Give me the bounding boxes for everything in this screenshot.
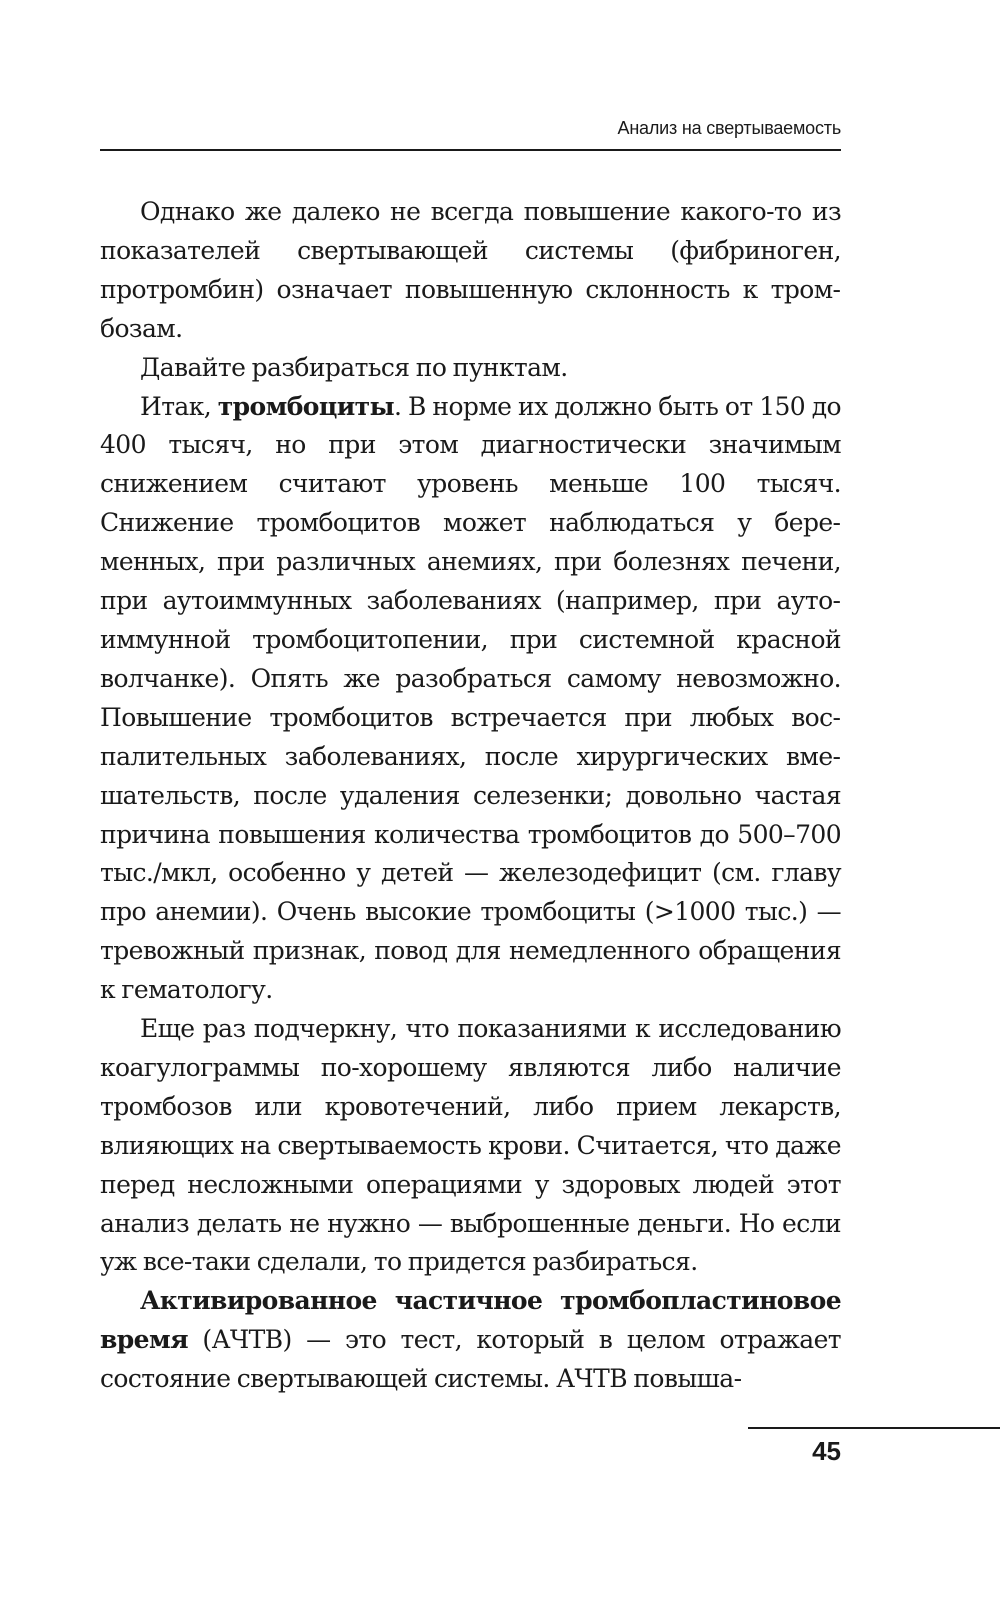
running-head-title: Анализ на свертываемость (617, 118, 841, 138)
paragraph-5 (100, 1282, 841, 1399)
paragraph-3-text: . В норме их должно быть от 150 до 400 тысяч, но при этом диагностически значимым снижением считают уровень меньше 100 тысяч. Снижение тромбоцитов может наблюдаться у беременных, при различных анемиях, при болезнях печени, при аутоиммунных заболеваниях (например, при аутоиммунной тромбоцитопении, при системной красной волчанке). Опять же разобраться самому невозможно. Повышение тромбоцитов встречается при любых воспалительных заболеваниях, после хирургических вмешательств, после удаления селезенки; довольно частая причина повышения количества тромбоцитов до 500–700 тыс./мкл, особенно у детей — железодефицит (см. главу про анемии). Очень высокие тромбоциты (>1000 тыс.) — тревожный признак, повод для немедленного обращения к гематологу. (100, 391, 841, 1005)
paragraph-4: Еще раз подчеркну, что показаниями к исследованию коагулограммы по-хорошему являются либо наличие тромбозов или кровотечений, либо прием лекарств, влияющих на свертываемость крови. Считается, что даже перед несложными операциями у здоровых людей этот анализ делать не нужно — выброшенные деньги. Но если уж все-таки сделали, то придется разбираться. (100, 1014, 841, 1277)
term-platelets: тромбоциты (217, 391, 395, 421)
paragraph-5-text: (АЧТВ) — это тест, который в целом отражает состояние свертывающей системы. АЧТВ повыша- (100, 1325, 841, 1394)
footer-rule (748, 1427, 1000, 1429)
term-aptt: Активированное частичное тромбопластиновое время (100, 1286, 841, 1355)
paragraph-3 (100, 388, 841, 1011)
paragraph-3-lead: Итак, (140, 391, 218, 421)
header-rule (100, 149, 841, 151)
page-body (100, 193, 841, 1399)
paragraph-2: Давайте разбираться по пунктам. (140, 352, 568, 382)
page-number: 45 (812, 1436, 841, 1466)
paragraph-1: Однако же далеко не всегда повышение какого-то из показателей свертывающей системы (фибриноген, протромбин) означает повышенную склонность к тромбозам. (100, 197, 841, 343)
